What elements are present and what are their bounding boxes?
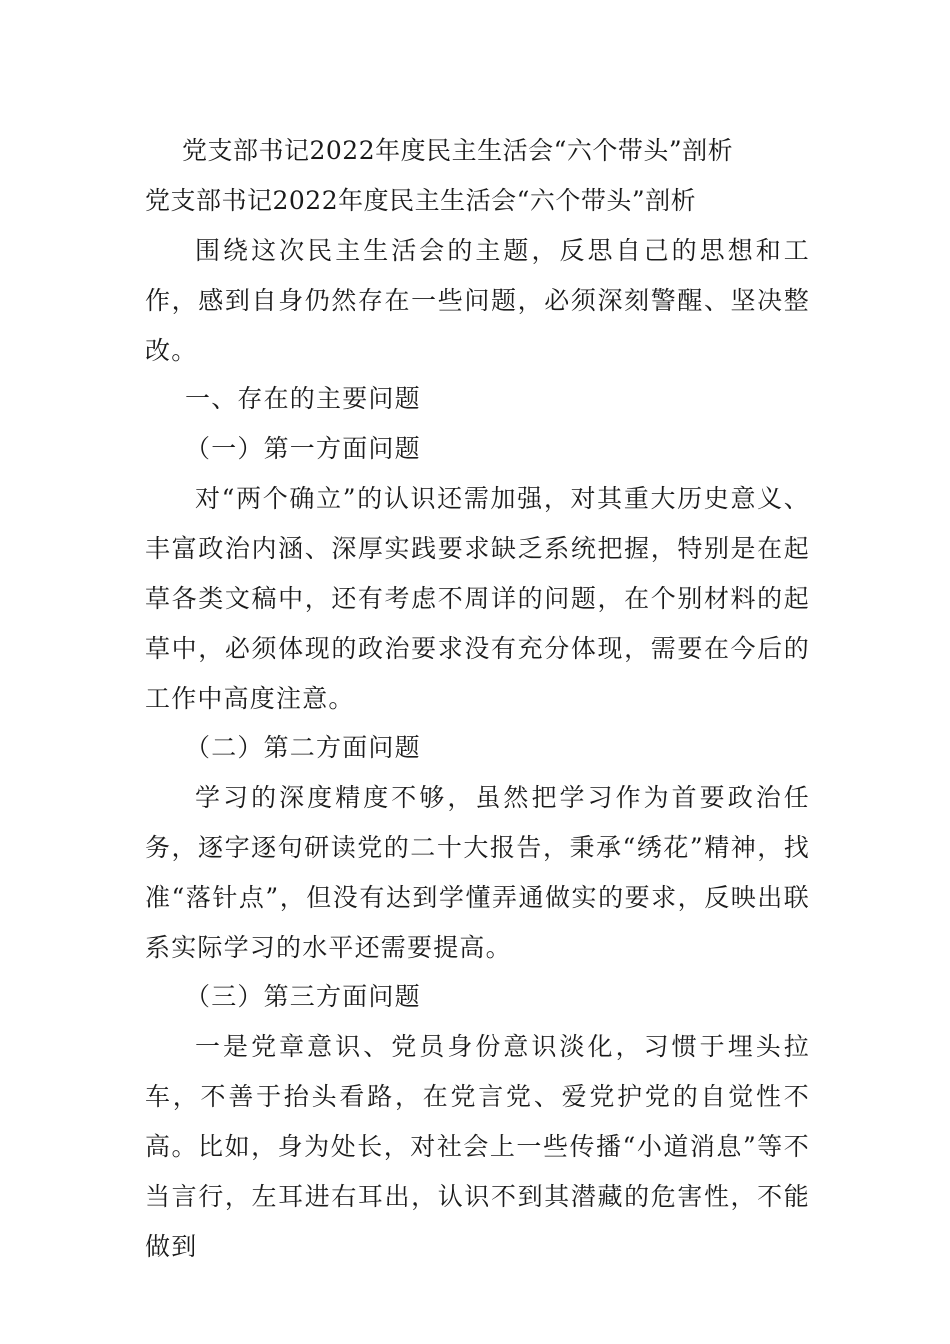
subsection-heading-3: （三）第三方面问题 — [185, 982, 421, 1011]
intro-paragraph: 围绕这次民主生活会的主题，反思自己的思想和工作，感到自身仍然存在一些问题，必须深刻警醒、坚决整改。 — [145, 236, 810, 365]
subsection-paragraph-3: 一是党章意识、党员身份意识淡化，习惯于埋头拉车，不善于抬头看路，在党言党、爱党护党的自觉性不高。比如，身为处长，对社会上一些传播“小道消息”等不当言行，左耳进右耳出，认识不到其潜藏的危害性，不能做到 — [145, 1032, 810, 1261]
document-title: 党支部书记2022年度民主生活会“六个带头”剖析 — [182, 136, 734, 165]
subsection-paragraph-2: 学习的深度精度不够，虽然把学习作为首要政治任务，逐字逐句研读党的二十大报告，秉承“绣花”精神，找准“落针点”，但没有达到学懂弄通做实的要求，反映出联系实际学习的水平还需要提高。 — [145, 783, 810, 962]
subsection-heading-1: （一）第一方面问题 — [185, 434, 421, 463]
document-subtitle: 党支部书记2022年度民主生活会“六个带头”剖析 — [145, 186, 697, 215]
subsection-paragraph-1: 对“两个确立”的认识还需加强，对其重大历史意义、丰富政治内涵、深厚实践要求缺乏系统把握，特别是在起草各类文稿中，还有考虑不周详的问题，在个别材料的起草中，必须体现的政治要求没有充分体现，需要在今后的工作中高度注意。 — [145, 484, 810, 713]
section-heading-main-problems: 一、存在的主要问题 — [185, 384, 421, 413]
subsection-heading-2: （二）第二方面问题 — [185, 733, 421, 762]
